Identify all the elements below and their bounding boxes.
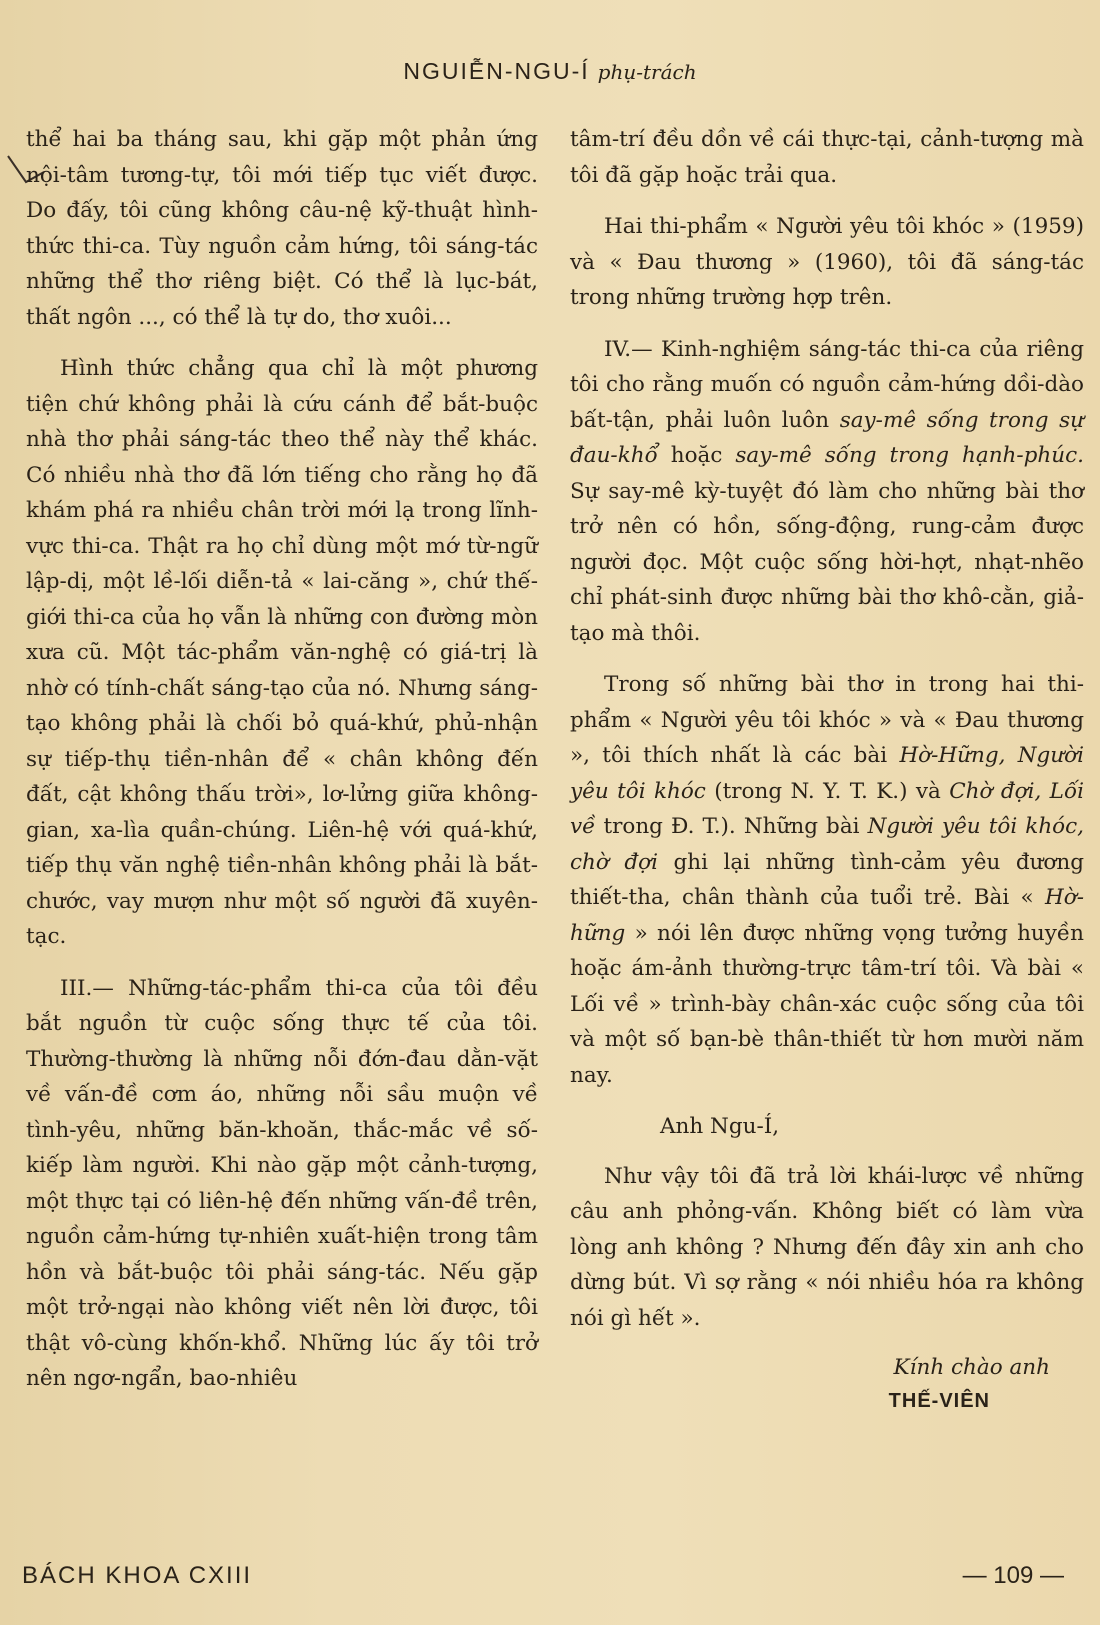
signature: THẾ-VIÊN [888,1390,990,1412]
text-run: Trong số những bài thơ in trong hai thi-phẩm « Người yêu tôi khóc » và « Đau thương », tôi thích nhất là các bài [570,672,1084,768]
right-paragraph-2: Hai thi-phẩm « Người yêu tôi khóc » (1959) và « Đau thương » (1960), tôi đã sáng-tác trong những trường hợp trên. [570,214,1084,310]
italic-phrase: Hờ-hững [570,885,1084,946]
italic-phrase: Người yêu tôi khóc, chờ đợi [570,814,1084,875]
text-run: trong Đ. T.). Những bài [595,814,868,839]
text-run: (trong N. Y. T. K.) và [705,778,950,804]
italic-phrase: Hờ-Hững, Người yêu tôi khóc [570,743,1084,804]
left-column [26,122,538,1413]
left-paragraph-3: III.— Những-tác-phẩm thi-ca của tôi đều bắt nguồn từ cuộc sống thực tế của tôi. Thường-thường là những nỗi đớn-đau dằn-vặt về vấn-đề cơm áo, những nỗi sầu muộn về tình-yêu, những băn-khoăn, thắc-mắc về số-kiếp làm người. Khi nào gặp một cảnh-tượng, một thực tại có liên-hệ đến những vấn-đề trên, nguồn cảm-hứng tự-nhiên xuất-hiện trong tâm hồn và bắt-buộc tôi phải sáng-tác. Nếu gặp một trở-ngại nào không viết nên lời được, tôi thật vô-cùng khốn-khổ. Những lúc ấy tôi trở nên ngơ-ngẩn, bao-nhiêu [26,975,538,1391]
text-run: hoặc [657,443,736,468]
header-subtitle: phụ-trách [597,60,697,84]
right-paragraph-4 [570,667,1084,1093]
text-run: » nói lên được những vọng tưởng huyền hoặc ám-ảnh thường-trực tâm-trí tôi. Và bài « Lối về » trình-bày chân-xác cuộc sống của tôi và một số bạn-bè thân-thiết từ hơn mười năm nay. [570,920,1084,1088]
header-title: NGUIỄN-NGU-Í [403,58,590,84]
text-run: Sự say-mê kỳ-tuyệt đó làm cho những bài thơ trở nên có hồn, sống-động, rung-cảm được người đọc. Một cuộc sống hời-hợt, nhạt-nhẽo chỉ phát-sinh được những bài thơ khô-cằn, giả-tạo mà thôi. [570,478,1084,646]
salutation: Anh Ngu-Í, [660,1114,780,1139]
footer-page-number: — 109 — [962,1562,1064,1589]
text-run: ghi lại những tình-cảm yêu đương thiết-tha, chân thành của tuổi trẻ. Bài « [570,849,1084,910]
italic-phrase: say-mê sống trong hạnh-phúc. [735,443,1084,468]
right-paragraph-5: Như vậy tôi đã trả lời khái-lược về những câu anh phỏng-vấn. Không biết có làm vừa lòng anh không ? Nhưng đến đây xin anh cho dừng bút. Vì sợ rằng « nói nhiều hóa ra không nói gì hết ». [570,1163,1084,1331]
left-paragraph-1: thể hai ba tháng sau, khi gặp một phản ứng nội-tâm tương-tự, tôi mới tiếp tục viết được. Do đấy, tôi cũng không câu-nệ kỹ-thuật hình-thức thi-ca. Tùy nguồn cảm hứng, tôi sáng-tác những thể thơ riêng biệt. Có thể là lục-bát, thất ngôn ..., có thể là tự do, thơ xuôi... [26,127,538,330]
left-paragraph-2: Hình thức chẳng qua chỉ là một phương tiện chứ không phải là cứu cánh để bắt-buộc nhà thơ phải sáng-tác theo thể này thể khác. Có nhiều nhà thơ đã lớn tiếng cho rằng họ đã khám phá ra nhiều chân trời mới lạ trong lĩnh-vực thi-ca. Thật ra họ chỉ dùng một mớ từ-ngữ lập-dị, một lề-lối diễn-tả « lai-căng », chứ thế-giới thi-ca của họ vẫn là những con đường mòn xưa cũ. Một tác-phẩm văn-nghệ có giá-trị là nhờ có tính-chất sáng-tạo của nó. Nhưng sáng-tạo không phải là chối bỏ quá-khứ, phủ-nhận sự tiếp-thụ tiền-nhân để « chân không đến đất, cật không thấu trời», lơ-lửng giữa không-gian, xa-lìa quần-chúng. Liên-hệ với quá-khứ, tiếp thụ văn nghệ tiền-nhân không phải là bắt-chước, vay mượn như một số người đã xuyên-tạc. [26,356,538,949]
right-column [570,122,1084,1418]
closing: Kính chào anh [893,1355,1050,1380]
right-paragraph-3 [570,332,1084,652]
footer-magazine: BÁCH KHOA CXIII [22,1562,253,1589]
right-paragraph-1: tâm-trí đều dồn về cái thực-tại, cảnh-tượng mà tôi đã gặp hoặc trải qua. [570,127,1084,188]
running-header [0,58,1100,85]
text-run: IV.— Kinh-nghiệm sáng-tác thi-ca của riêng tôi cho rằng muốn có nguồn cảm-hứng dồi-dào bất-tận, phải luôn luôn [570,336,1084,433]
italic-phrase: say-mê sống trong sự đau-khổ [570,407,1084,468]
italic-phrase: Chờ đợi, Lối về [570,778,1084,839]
